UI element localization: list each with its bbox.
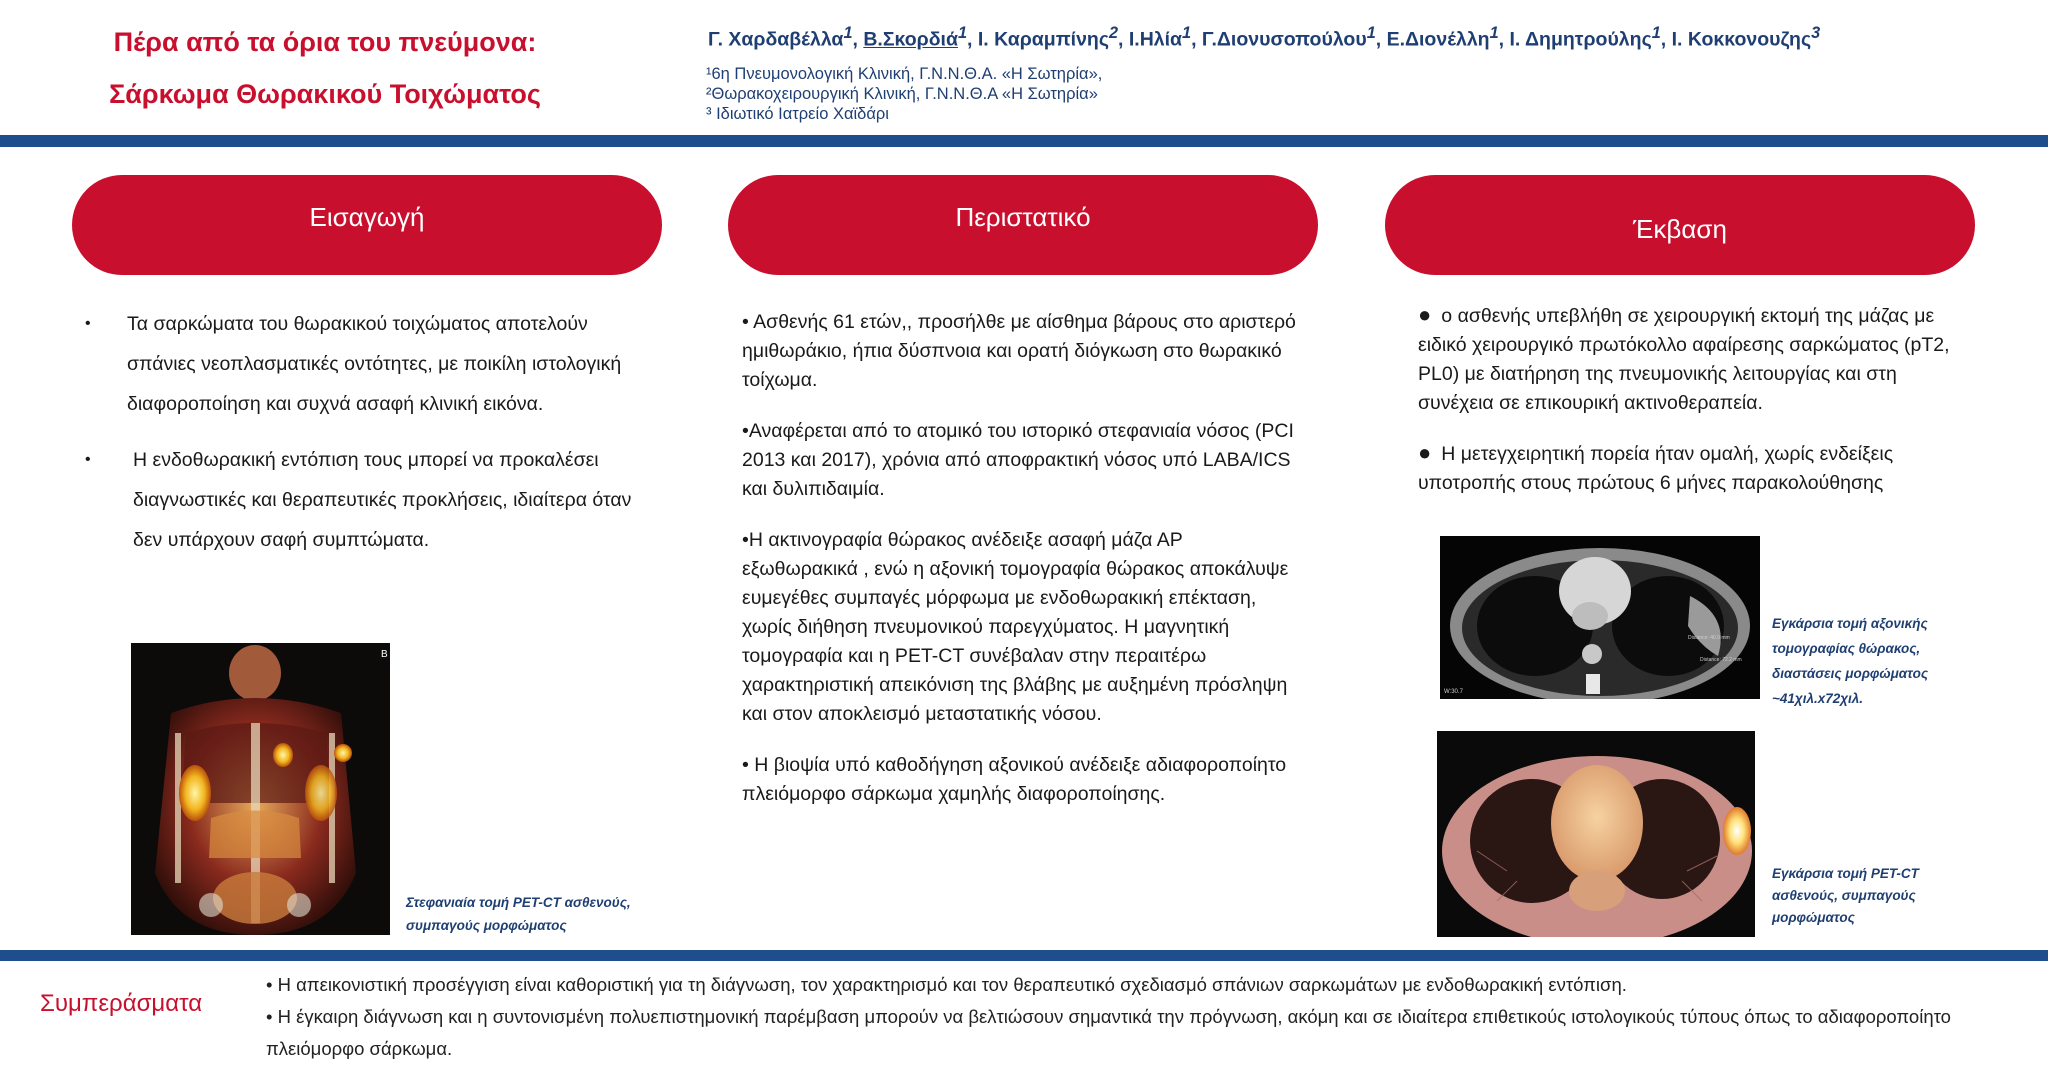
affiliation: ³ Ιδιωτικό Ιατρείο Χαϊδάρι bbox=[706, 105, 889, 123]
pet-ct-axial-caption: Εγκάρσια τομή PET-CT ασθενούς, συμπαγούς μορφώματος bbox=[1772, 866, 1919, 925]
poster-title-line1: Πέρα από τα όρια του πνεύμονα: bbox=[113, 27, 537, 57]
poster-title-line2: Σάρκωμα Θωρακικού Τοιχώματος bbox=[109, 79, 541, 109]
bullet-icon: ● bbox=[1418, 440, 1432, 465]
ct-corner-label: W:30.7 bbox=[1444, 689, 1463, 695]
pet-ct-axial-image bbox=[1437, 731, 1755, 937]
conclusions-text bbox=[266, 969, 2026, 1065]
conclusion-item: • Η απεικονιστική προσέγγιση είναι καθοριστική για τη διάγνωση, τον χαρακτηρισμό και τον θεραπευτικό σχεδιασμό σπάνιων σαρκωμάτων με ενδοθωρακική εντόπιση. bbox=[266, 974, 1627, 995]
case-paragraph: •Η ακτινογραφία θώρακος ανέδειξε ασαφή μάζα ΑΡ εξωθωρακικά , ενώ η αξονική τομογραφία θώρακος αποκάλυψε ευμεγέθες συμπαγές μόρφωμα με ενδοθωρακική επέκταση, χωρίς διήθηση πνευμονικού παρεγχύματος. Η μαγνητική τομογραφία και η PET-CT συνέβαλαν στην περαιτέρω χαρακτηριστική απεικόνιση της βλάβης με αυξημένη πρόσληψη και στον αποκλεισμό μεταστατικής νόσου. bbox=[742, 529, 1289, 725]
conclusion-item: • Η έγκαιρη διάγνωση και η συντονισμένη πολυεπιστημονική παρέμβαση μπορούν να βελτιώσουν σημαντικά την πρόγνωση, ακόμη και σε ιδιαίτερα επιθετικούς ιστολογικούς τύπους όπως το αδιαφοροποίητο πλειόμορφο σάρκωμα. bbox=[266, 1006, 1951, 1059]
intro-text bbox=[85, 304, 645, 576]
section-header-case: Περιστατικό bbox=[728, 175, 1318, 275]
case-paragraph: •Αναφέρεται από το ατομικό του ιστορικό στεφανιαία νόσος (PCI 2013 και 2017), χρόνια από αποφρακτική νόσος υπό LABA/ICS και δυλιπιδαιμία. bbox=[742, 420, 1294, 500]
bullet-icon: • bbox=[85, 315, 91, 332]
outcome-paragraph: ● Η μετεγχειρητική πορεία ήταν ομαλή, χωρίς ενδείξεις υποτροπής στους πρώτους 6 μήνες παρακολούθησης bbox=[1418, 440, 1894, 494]
affiliation: ²Θωρακοχειρουργική Κλινική, Γ.Ν.Ν.Θ.Α «Η Σωτηρία» bbox=[706, 85, 1098, 103]
conclusions-heading: Συμπεράσματα bbox=[40, 990, 203, 1017]
author-presenting: Β.Σκορδιά bbox=[863, 28, 958, 51]
list-item: • Τα σαρκώματα του θωρακικού τοιχώματος αποτελούν σπάνιες νεοπλασματικές οντότητες, με ποικίλη ιστολογική διαφοροποίηση και συχνά ασαφή κλινική εικόνα. bbox=[85, 304, 645, 424]
section-header-intro: Εισαγωγή bbox=[72, 175, 662, 275]
case-text bbox=[742, 308, 1302, 831]
outcome-text bbox=[1418, 300, 1963, 518]
affiliations bbox=[706, 64, 1102, 124]
ct-measure-label: Distance: 40.9 mm bbox=[1688, 635, 1730, 641]
footer-divider-band bbox=[0, 950, 2048, 961]
bullet-icon: ● bbox=[1418, 302, 1432, 327]
bullet-icon: • bbox=[85, 451, 91, 468]
author: Ε.Διονέλλη bbox=[1386, 28, 1490, 51]
author: Ι. Δημητρούλης bbox=[1509, 28, 1652, 51]
ct-axial-image bbox=[1440, 536, 1760, 699]
author: Γ. Χαρδαβέλλα bbox=[708, 28, 844, 51]
case-paragraph: • Ασθενής 61 ετών,, προσήλθε με αίσθημα βάρους στο αριστερό ημιθωράκιο, ήπια δύσπνοια και ορατή διόγκωση στο θωρακικό τοίχωμα. bbox=[742, 311, 1296, 391]
author: Ι.Ηλία bbox=[1128, 28, 1183, 51]
pet-ct-coronal-caption: Στεφανιαία τομή PET-CT ασθενούς, συμπαγούς μορφώματος bbox=[406, 895, 631, 933]
author: Ι. Κοκκονουζης bbox=[1671, 28, 1812, 51]
ct-measure-label: Distance: 72.2 mm bbox=[1700, 657, 1742, 663]
header-divider-band bbox=[0, 135, 2048, 147]
author: Γ.Διονυσοπούλου bbox=[1201, 28, 1367, 51]
author: Ι. Καραμπίνης bbox=[977, 28, 1109, 51]
affiliation: ¹6η Πνευμονολογική Κλινική, Γ.Ν.Ν.Θ.Α. «Η Σωτηρία», bbox=[706, 65, 1103, 83]
outcome-paragraph: ● ο ασθενής υπεβλήθη σε χειρουργική εκτομή της μάζας με ειδικό χειρουργικό πρωτόκολλο αφαίρεσης σαρκώματος (pT2, PL0) με διατήρηση της πνευμονικής λειτουργίας και στη συνέχεια σε επικουρική ακτινοθεραπεία. bbox=[1418, 302, 1950, 414]
ct-axial-caption: Εγκάρσια τομή αξονικής τομογραφίας θώρακος, διαστάσεις μορφώματος ~41χιλ.x72χιλ. bbox=[1772, 616, 1929, 706]
section-header-outcome: Έκβαση bbox=[1385, 175, 1975, 275]
author-list: Γ. Χαρδαβέλλα$^1$, Β.Σκορδιά$^1$, Ι. Καραμπίνης$^2$, Ι.Ηλία$^1$, Γ.Διονυσοπούλου$^1$, Ε.Διονέλλη$^1$, Ι. Δημητρούλης$^1$, Ι. Κοκκονουζης$^3$ bbox=[708, 24, 1821, 51]
image-corner-label: B bbox=[381, 649, 388, 660]
list-item: • Η ενδοθωρακική εντόπιση τους μπορεί να προκαλέσει διαγνωστικές και θεραπευτικές προκλήσεις, ιδιαίτερα όταν δεν υπάρχουν σαφή συμπτώματα. bbox=[85, 440, 645, 560]
pet-ct-coronal-image bbox=[131, 643, 390, 935]
case-paragraph: • Η βιοψία υπό καθοδήγηση αξονικού ανέδειξε αδιαφοροποίητο πλειόμορφο σάρκωμα χαμηλής διαφοροποίησης. bbox=[742, 754, 1287, 805]
